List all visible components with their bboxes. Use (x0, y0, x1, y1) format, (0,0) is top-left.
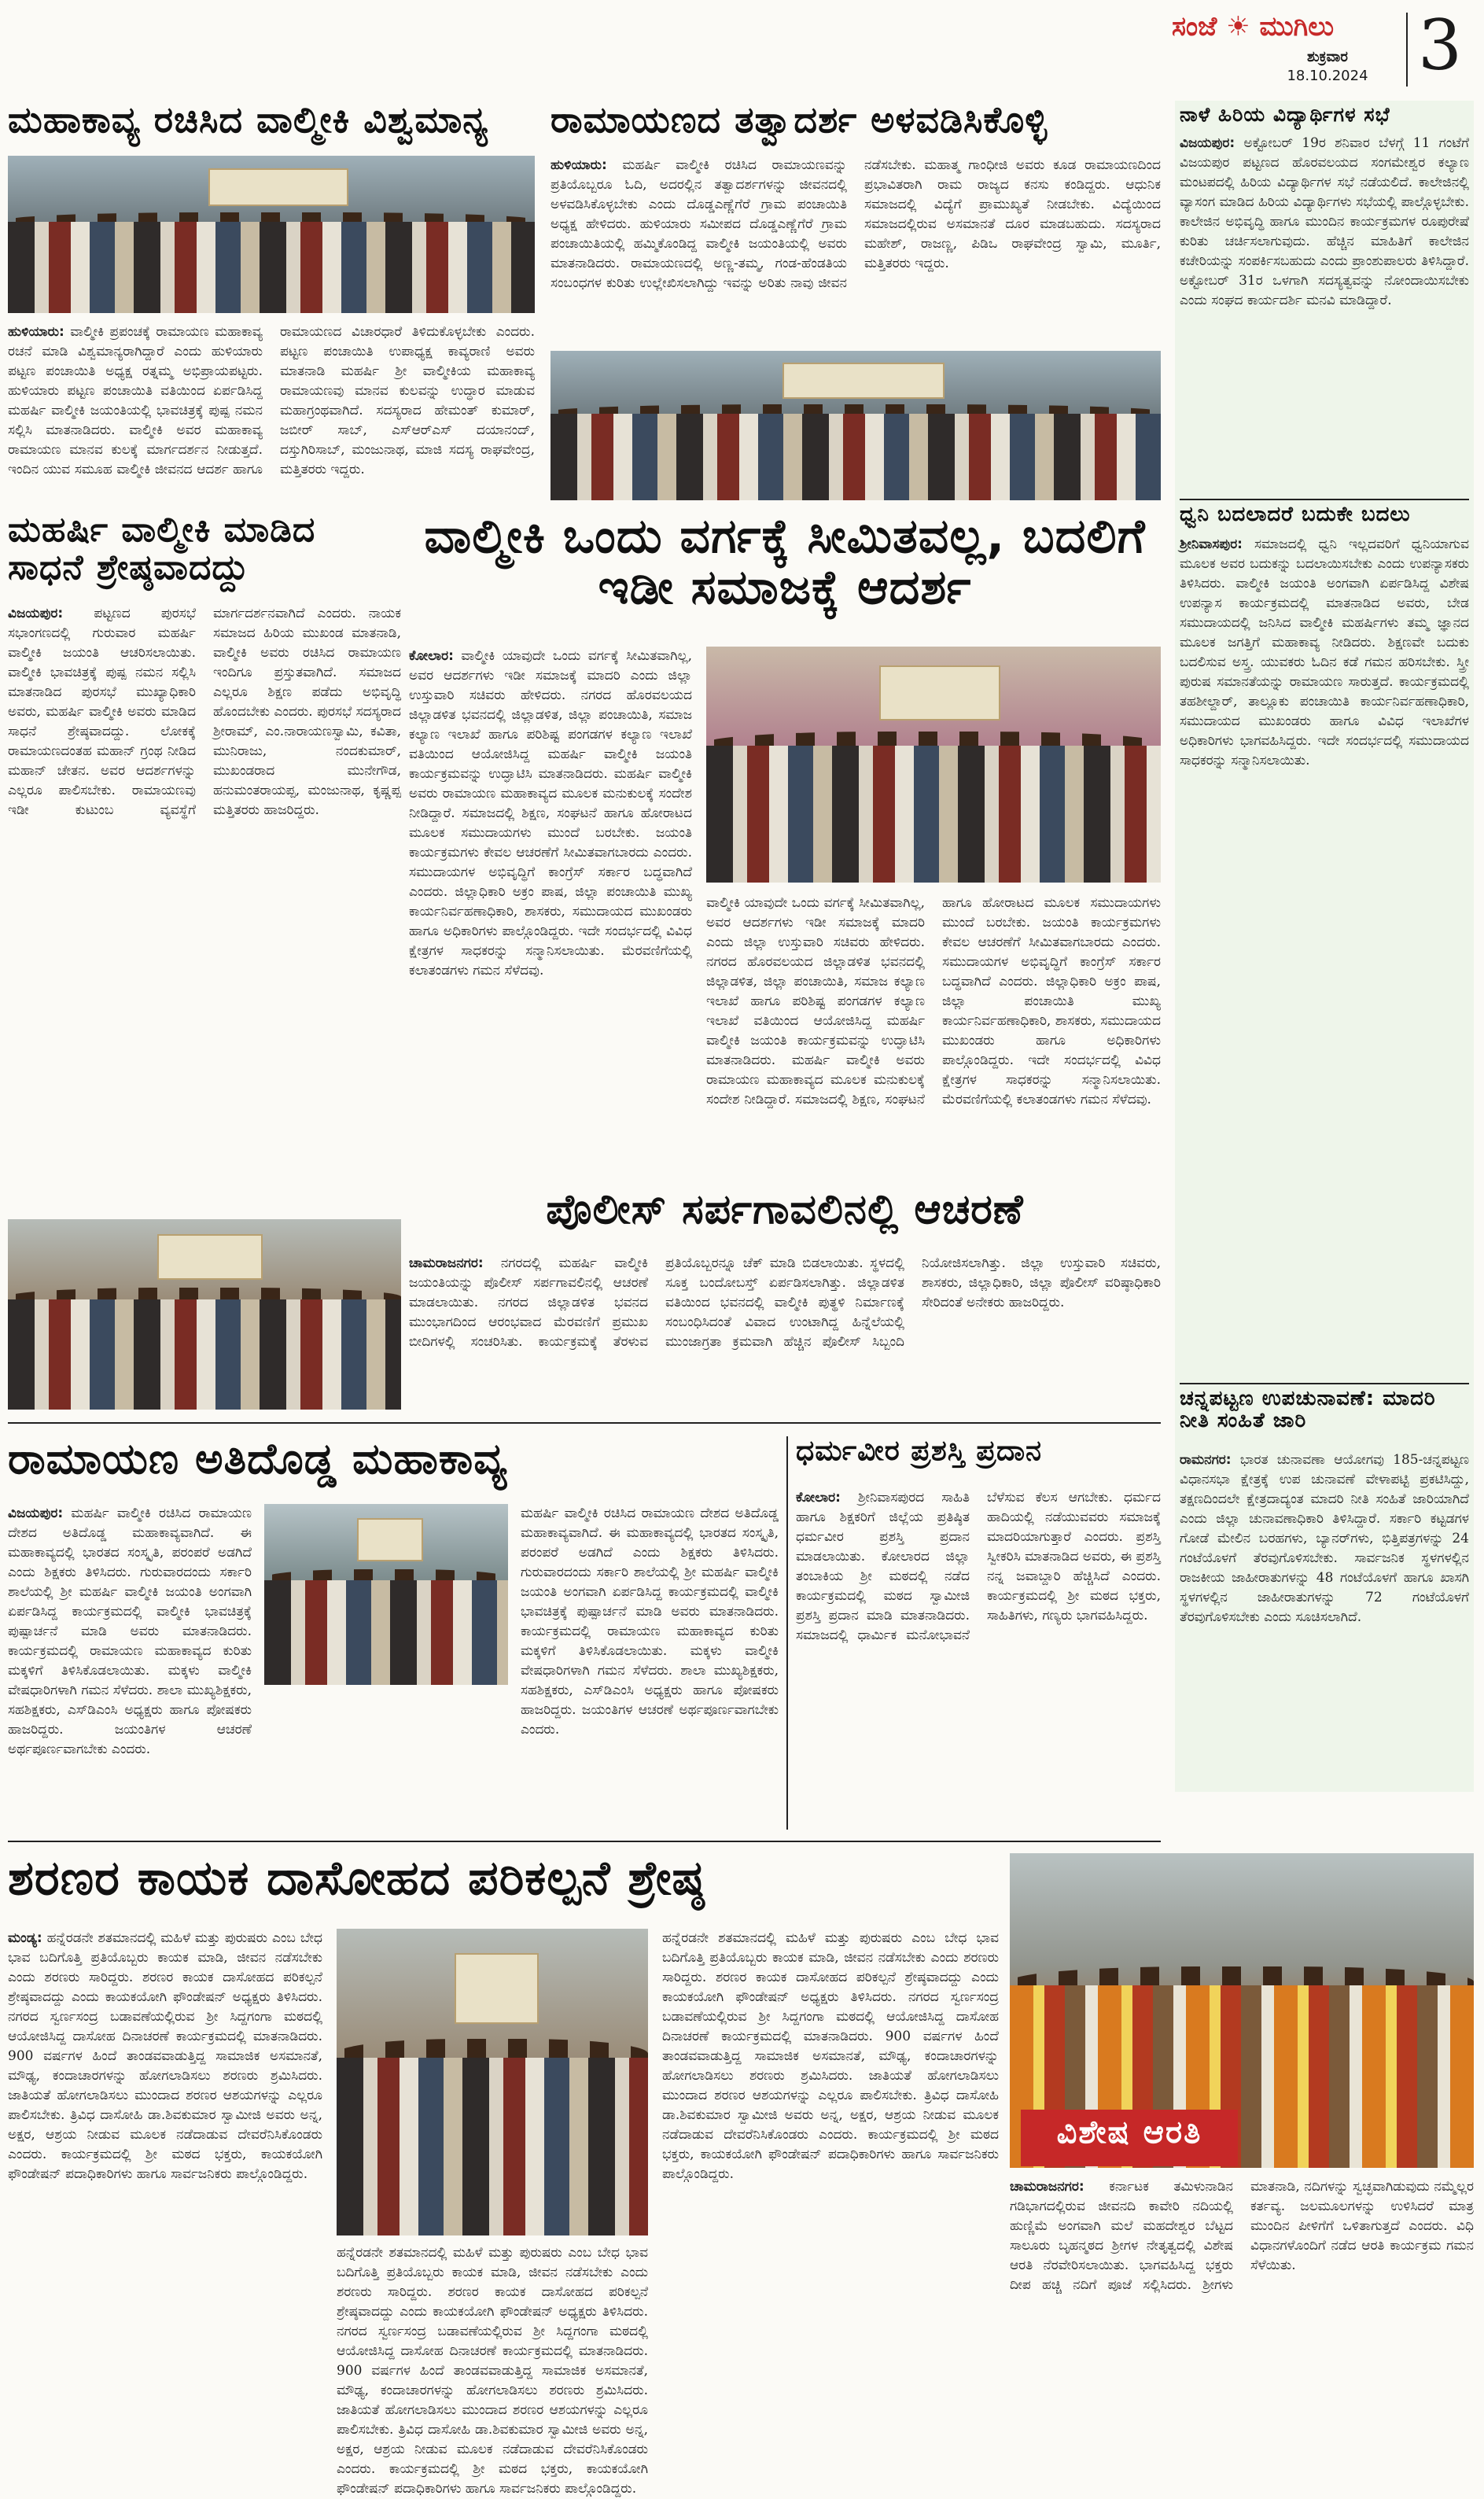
logo-part-2: ಮುಗಿಲು (1259, 11, 1335, 42)
article-photo (8, 1219, 401, 1410)
article-vishesha-arati (1010, 1853, 1474, 2333)
article-dateline: ಹುಳಿಯಾರು: (8, 324, 64, 340)
article-body (1010, 2177, 1474, 2333)
article-dateline: ಕೋಲಾರ: (796, 1490, 841, 1506)
article-dateline: ಹುಳಿಯಾರು: (551, 157, 607, 173)
article-body (796, 1488, 1161, 1830)
side-article-body (1180, 535, 1469, 1369)
article-dateline: ಚಾಮರಾಜನಗರ: (1010, 2179, 1084, 2195)
masthead-date: 18.10.2024 (1287, 68, 1368, 84)
article-dateline: ಚಾಮರಾಜನಗರ: (409, 1255, 484, 1271)
article-photo (337, 1929, 648, 2235)
article-text: ಪಟ್ಟಣದ ಪುರಸಭೆ ಸಭಾಂಗಣದಲ್ಲಿ ಗುರುವಾರ ಮಹರ್ಷಿ ವಾಲ್ಮೀಕಿ ಜಯಂತಿ ಆಚರಿಸಲಾಯಿತು. ವಾಲ್ಮೀಕಿ ಭಾವಚಿತ್ರಕ್ಕೆ ಪುಷ್ಪ ನಮನ ಸಲ್ಲಿಸಿ ಮಾತನಾಡಿದ ಪುರಸಭೆ ಮುಖ್ಯಾಧಿಕಾರಿ ಅವರು, ಮಹರ್ಷಿ ವಾಲ್ಮೀಕಿ ಅವರು ಮಾಡಿದ ಸಾಧನೆ ಶ್ರೇಷ್ಠವಾದದ್ದು. ಲೋಕಕ್ಕೆ ರಾಮಾಯಣದಂತಹ ಮಹಾನ್ ಗ್ರಂಥ ನೀಡಿದ ಮಹಾನ್ ಚೇತನ. ಅವರ ಆದರ್ಶಗಳನ್ನು ಎಲ್ಲರೂ ಪಾಲಿಸಬೇಕು. ರಾಮಾಯಣವು ಇಡೀ ಕುಟುಂಬ ವ್ಯವಸ್ಥೆಗೆ ಮಾರ್ಗದರ್ಶನವಾಗಿದೆ ಎಂದರು. ನಾಯಕ ಸಮಾಜದ ಹಿರಿಯ ಮುಖಂಡ ಮಾತನಾಡಿ, ವಾಲ್ಮೀಕಿ ಅವರು ರಚಿಸಿದ ರಾಮಾಯಣ ಇಂದಿಗೂ ಪ್ರಸ್ತುತವಾಗಿದೆ. ಸಮಾಜದ ಎಲ್ಲರೂ ಶಿಕ್ಷಣ ಪಡೆದು ಅಭಿವೃದ್ಧಿ ಹೊಂದಬೇಕು ಎಂದರು. ಪುರಸಭೆ ಸದಸ್ಯರಾದ ಶ್ರೀರಾಮ್, ಎಂ.ನಾರಾಯಣಸ್ವಾಮಿ, ಕವಿತಾ, ಮುನಿರಾಜು, ನಂದಕುಮಾರ್, ಮುಖಂಡರಾದ ಮುನೇಗೌಡ, ಹನುಮಂತರಾಯಪ್ಪ, ಮಂಜುನಾಥ, ಕೃಷ್ಣಪ್ಪ ಮತ್ತಿತರರು ಹಾಜರಿದ್ದರು. (8, 606, 402, 818)
article-text: ಭಾರತ ಚುನಾವಣಾ ಆಯೋಗವು 185-ಚನ್ನಪಟ್ಟಣ ವಿಧಾನಸಭಾ ಕ್ಷೇತ್ರಕ್ಕೆ ಉಪ ಚುನಾವಣೆ ವೇಳಾಪಟ್ಟಿ ಪ್ರಕಟಿಸಿದ್ದು, ತಕ್ಷಣದಿಂದಲೇ ಕ್ಷೇತ್ರದಾದ್ಯಂತ ಮಾದರಿ ನೀತಿ ಸಂಹಿತೆ ಜಾರಿಯಾಗಿದೆ ಎಂದು ಜಿಲ್ಲಾ ಚುನಾವಣಾಧಿಕಾರಿ ತಿಳಿಸಿದ್ದಾರೆ. ಸರ್ಕಾರಿ ಕಟ್ಟಡಗಳ ಗೋಡೆ ಮೇಲಿನ ಬರಹಗಳು, ಬ್ಯಾನರ್‌ಗಳು, ಭಿತ್ತಿಪತ್ರಗಳನ್ನು 24 ಗಂಟೆಯೊಳಗೆ ತೆರವುಗೊಳಿಸಬೇಕು. ಸಾರ್ವಜನಿಕ ಸ್ಥಳಗಳಲ್ಲಿನ ರಾಜಕೀಯ ಜಾಹೀರಾತುಗಳನ್ನು 48 ಗಂಟೆಯೊಳಗೆ ಹಾಗೂ ಖಾಸಗಿ ಸ್ಥಳಗಳಲ್ಲಿನ ಜಾಹೀರಾತುಗಳನ್ನು 72 ಗಂಟೆಯೊಳಗೆ ತೆರವುಗೊಳಿಸಬೇಕು ಎಂದು ಸೂಚಿಸಲಾಗಿದೆ. (1180, 1452, 1470, 1625)
logo-part-1: ಸಂಜೆ (1172, 11, 1217, 42)
article-photo (1010, 1853, 1474, 2168)
article-sharanara-kayaka (8, 1851, 999, 2497)
article-text: ವಾಲ್ಮೀಕಿ ಯಾವುದೇ ಒಂದು ವರ್ಗಕ್ಕೆ ಸೀಮಿತವಾಗಿಲ್ಲ, ಅವರ ಆದರ್ಶಗಳು ಇಡೀ ಸಮಾಜಕ್ಕೆ ಮಾದರಿ ಎಂದು ಜಿಲ್ಲಾ ಉಸ್ತುವಾರಿ ಸಚಿವರು ಹೇಳಿದರು. ನಗರದ ಹೊರವಲಯದ ಜಿಲ್ಲಾಡಳಿತ ಭವನದಲ್ಲಿ ಜಿಲ್ಲಾಡಳಿತ, ಜಿಲ್ಲಾ ಪಂಚಾಯಿತಿ, ಸಮಾಜ ಕಲ್ಯಾಣ ಇಲಾಖೆ ಹಾಗೂ ಪರಿಶಿಷ್ಟ ಪಂಗಡಗಳ ಕಲ್ಯಾಣ ಇಲಾಖೆ ವತಿಯಿಂದ ಆಯೋಜಿಸಿದ್ದ ಮಹರ್ಷಿ ವಾಲ್ಮೀಕಿ ಜಯಂತಿ ಕಾರ್ಯಕ್ರಮವನ್ನು ಉದ್ಘಾಟಿಸಿ ಮಾತನಾಡಿದರು. ಮಹರ್ಷಿ ವಾಲ್ಮೀಕಿ ಅವರು ರಾಮಾಯಣ ಮಹಾಕಾವ್ಯದ ಮೂಲಕ ಮನುಕುಲಕ್ಕೆ ಸಂದೇಶ ನೀಡಿದ್ದಾರೆ. ಸಮಾಜದಲ್ಲಿ ಶಿಕ್ಷಣ, ಸಂಘಟನೆ ಹಾಗೂ ಹೋರಾಟದ ಮೂಲಕ ಸಮುದಾಯಗಳು ಮುಂದೆ ಬರಬೇಕು. ಜಯಂತಿ ಕಾರ್ಯಕ್ರಮಗಳು ಕೇವಲ ಆಚರಣೆಗೆ ಸೀಮಿತವಾಗಬಾರದು ಎಂದರು. ಸಮುದಾಯಗಳ ಅಭಿವೃದ್ಧಿಗೆ ಕಾಂಗ್ರೆಸ್ ಸರ್ಕಾರ ಬದ್ಧವಾಗಿದೆ ಎಂದರು. ಜಿಲ್ಲಾಧಿಕಾರಿ ಅಕ್ರಂ ಪಾಷ, ಜಿಲ್ಲಾ ಪಂಚಾಯಿತಿ ಮುಖ್ಯ ಕಾರ್ಯನಿರ್ವಹಣಾಧಿಕಾರಿ, ಶಾಸಕರು, ಸಮುದಾಯದ ಮುಖಂಡರು ಹಾಗೂ ಅಧಿಕಾರಿಗಳು ಪಾಲ್ಗೊಂಡಿದ್ದರು. ಇದೇ ಸಂದರ್ಭದಲ್ಲಿ ವಿವಿಧ ಕ್ಷೇತ್ರಗಳ ಸಾಧಕರನ್ನು ಸನ್ಮಾನಿಸಲಾಯಿತು. ಮೆರವಣಿಗೆಯಲ್ಲಿ ಕಲಾತಂಡಗಳು ಗಮನ ಸೆಳೆದವು. (706, 895, 1161, 1108)
article-text: ಮಹರ್ಷಿ ವಾಲ್ಮೀಕಿ ರಚಿಸಿದ ರಾಮಾಯಣ ದೇಶದ ಅತಿದೊಡ್ಡ ಮಹಾಕಾವ್ಯವಾಗಿದೆ. ಈ ಮಹಾಕಾವ್ಯದಲ್ಲಿ ಭಾರತದ ಸಂಸ್ಕೃತಿ, ಪರಂಪರೆ ಅಡಗಿದೆ ಎಂದು ಶಿಕ್ಷಕರು ತಿಳಿಸಿದರು. ಗುರುವಾರದಂದು ಸರ್ಕಾರಿ ಶಾಲೆಯಲ್ಲಿ ಶ್ರೀ ಮಹರ್ಷಿ ವಾಲ್ಮೀಕಿ ಜಯಂತಿ ಅಂಗವಾಗಿ ಏರ್ಪಡಿಸಿದ್ದ ಕಾರ್ಯಕ್ರಮದಲ್ಲಿ ವಾಲ್ಮೀಕಿ ಭಾವಚಿತ್ರಕ್ಕೆ ಪುಷ್ಪಾರ್ಚನೆ ಮಾಡಿ ಅವರು ಮಾತನಾಡಿದರು. ಕಾರ್ಯಕ್ರಮದಲ್ಲಿ ರಾಮಾಯಣ ಮಹಾಕಾವ್ಯದ ಕುರಿತು ಮಕ್ಕಳಿಗೆ ತಿಳಿಸಿಕೊಡಲಾಯಿತು. ಮಕ್ಕಳು ವಾಲ್ಮೀಕಿ ವೇಷಧಾರಿಗಳಾಗಿ ಗಮನ ಸೆಳೆದರು. ಶಾಲಾ ಮುಖ್ಯಶಿಕ್ಷಕರು, ಸಹಶಿಕ್ಷಕರು, ಎಸ್‌ಡಿಎಂಸಿ ಅಧ್ಯಕ್ಷರು ಹಾಗೂ ಪೋಷಕರು ಹಾಜರಿದ್ದರು. ಜಯಂತಿಗಳ ಆಚರಣೆ ಅರ್ಥಪೂರ್ಣವಾಗಬೇಕು ಎಂದರು. (8, 1506, 252, 1757)
article-text: ವಾಲ್ಮೀಕಿ ಯಾವುದೇ ಒಂದು ವರ್ಗಕ್ಕೆ ಸೀಮಿತವಾಗಿಲ್ಲ, ಅವರ ಆದರ್ಶಗಳು ಇಡೀ ಸಮಾಜಕ್ಕೆ ಮಾದರಿ ಎಂದು ಜಿಲ್ಲಾ ಉಸ್ತುವಾರಿ ಸಚಿವರು ಹೇಳಿದರು. ನಗರದ ಹೊರವಲಯದ ಜಿಲ್ಲಾಡಳಿತ ಭವನದಲ್ಲಿ ಜಿಲ್ಲಾಡಳಿತ, ಜಿಲ್ಲಾ ಪಂಚಾಯಿತಿ, ಸಮಾಜ ಕಲ್ಯಾಣ ಇಲಾಖೆ ಹಾಗೂ ಪರಿಶಿಷ್ಟ ಪಂಗಡಗಳ ಕಲ್ಯಾಣ ಇಲಾಖೆ ವತಿಯಿಂದ ಆಯೋಜಿಸಿದ್ದ ಮಹರ್ಷಿ ವಾಲ್ಮೀಕಿ ಜಯಂತಿ ಕಾರ್ಯಕ್ರಮವನ್ನು ಉದ್ಘಾಟಿಸಿ ಮಾತನಾಡಿದರು. ಮಹರ್ಷಿ ವಾಲ್ಮೀಕಿ ಅವರು ರಾಮಾಯಣ ಮಹಾಕಾವ್ಯದ ಮೂಲಕ ಮನುಕುಲಕ್ಕೆ ಸಂದೇಶ ನೀಡಿದ್ದಾರೆ. ಸಮಾಜದಲ್ಲಿ ಶಿಕ್ಷಣ, ಸಂಘಟನೆ ಹಾಗೂ ಹೋರಾಟದ ಮೂಲಕ ಸಮುದಾಯಗಳು ಮುಂದೆ ಬರಬೇಕು. ಜಯಂತಿ ಕಾರ್ಯಕ್ರಮಗಳು ಕೇವಲ ಆಚರಣೆಗೆ ಸೀಮಿತವಾಗಬಾರದು ಎಂದರು. ಸಮುದಾಯಗಳ ಅಭಿವೃದ್ಧಿಗೆ ಕಾಂಗ್ರೆಸ್ ಸರ್ಕಾರ ಬದ್ಧವಾಗಿದೆ ಎಂದರು. ಜಿಲ್ಲಾಧಿಕಾರಿ ಅಕ್ರಂ ಪಾಷ, ಜಿಲ್ಲಾ ಪಂಚಾಯಿತಿ ಮುಖ್ಯ ಕಾರ್ಯನಿರ್ವಹಣಾಧಿಕಾರಿ, ಶಾಸಕರು, ಸಮುದಾಯದ ಮುಖಂಡರು ಹಾಗೂ ಅಧಿಕಾರಿಗಳು ಪಾಲ್ಗೊಂಡಿದ್ದರು. ಇದೇ ಸಂದರ್ಭದಲ್ಲಿ ವಿವಿಧ ಕ್ಷೇತ್ರಗಳ ಸಾಧಕರನ್ನು ಸನ್ಮಾನಿಸಲಾಯಿತು. ಮೆರವಣಿಗೆಯಲ್ಲಿ ಕಲಾತಂಡಗಳು ಗಮನ ಸೆಳೆದವು. (409, 648, 692, 979)
article-headline: ಪೊಲೀಸ್ ಸರ್ಪಗಾವಲಿನಲ್ಲಿ ಆಚರಣೆ (546, 1186, 1024, 1233)
article-dateline: ಕೋಲಾರ: (409, 648, 454, 664)
article-valmiki-sadhane (8, 511, 401, 1410)
article-photo (8, 156, 535, 313)
article-headline: ರಾಮಾಯಣ ಅತಿದೊಡ್ಡ ಮಹಾಕಾವ್ಯ (8, 1434, 508, 1484)
article-headline: ರಾಮಾಯಣದ ತತ್ವಾದರ್ಶ ಅಳವಡಿಸಿಕೊಳ್ಳಿ (551, 98, 1048, 141)
masthead (1172, 5, 1471, 93)
page-number: 3 (1418, 5, 1462, 86)
article-text: ಹನ್ನೆರಡನೇ ಶತಮಾನದಲ್ಲಿ ಮಹಿಳೆ ಮತ್ತು ಪುರುಷರು ಎಂಬ ಬೇಧ ಭಾವ ಬದಿಗೊತ್ತಿ ಪ್ರತಿಯೊಬ್ಬರು ಕಾಯಕ ಮಾಡಿ, ಜೀವನ ನಡೆಸಬೇಕು ಎಂದು ಶರಣರು ಸಾರಿದ್ದರು. ಶರಣರ ಕಾಯಕ ದಾಸೋಹದ ಪರಿಕಲ್ಪನೆ ಶ್ರೇಷ್ಠವಾದದ್ದು ಎಂದು ಕಾಯಕಯೋಗಿ ಫೌಂಡೇಷನ್ ಅಧ್ಯಕ್ಷರು ತಿಳಿಸಿದರು. ನಗರದ ಸ್ವರ್ಣಸಂದ್ರ ಬಡಾವಣೆಯಲ್ಲಿರುವ ಶ್ರೀ ಸಿದ್ದಗಂಗಾ ಮಠದಲ್ಲಿ ಆಯೋಜಿಸಿದ್ದ ದಾಸೋಹ ದಿನಾಚರಣೆ ಕಾರ್ಯಕ್ರಮದಲ್ಲಿ ಮಾತನಾಡಿದರು. 900 ವರ್ಷಗಳ ಹಿಂದೆ ತಾಂಡವವಾಡುತ್ತಿದ್ದ ಸಾಮಾಜಿಕ ಅಸಮಾನತೆ, ಮೌಢ್ಯ, ಕಂದಾಚಾರಗಳನ್ನು ಹೋಗಲಾಡಿಸಲು ಶರಣರು ಶ್ರಮಿಸಿದರು. ಜಾತಿಯತೆ ಹೋಗಲಾಡಿಸಲು ಮುಂದಾದ ಶರಣರ ಆಶಯಗಳನ್ನು ಎಲ್ಲರೂ ಪಾಲಿಸಬೇಕು. ತ್ರಿವಿಧ ದಾಸೋಹಿ ಡಾ.ಶಿವಕುಮಾರ ಸ್ವಾಮೀಜಿ ಅವರು ಅನ್ನ, ಅಕ್ಷರ, ಆಶ್ರಯ ನೀಡುವ ಮೂಲಕ ನಡೆದಾಡುವ ದೇವರೆನಿಸಿಕೊಂಡರು ಎಂದರು. ಕಾರ್ಯಕ್ರಮದಲ್ಲಿ ಶ್ರೀ ಮಠದ ಭಕ್ತರು, ಕಾಯಕಯೋಗಿ ಫೌಂಡೇಷನ್ ಪದಾಧಿಕಾರಿಗಳು ಹಾಗೂ ಸಾರ್ವಜನಿಕರು ಪಾಲ್ಗೊಂಡಿದ್ದರು. (8, 1930, 322, 2182)
masthead-logo (1172, 11, 1408, 49)
article-dateline: ಶ್ರೀನಿವಾಸಪುರ: (1180, 536, 1243, 552)
article-body-right (521, 1504, 779, 1830)
article-text: ಸಮಾಜದಲ್ಲಿ ಧ್ವನಿ ಇಲ್ಲದವರಿಗೆ ಧ್ವನಿಯಾಗುವ ಮೂಲಕ ಅವರ ಬದುಕನ್ನು ಬದಲಾಯಿಸಬೇಕು ಎಂದು ಉಪನ್ಯಾಸಕರು ತಿಳಿಸಿದರು. ವಾಲ್ಮೀಕಿ ಜಯಂತಿ ಅಂಗವಾಗಿ ಏರ್ಪಡಿಸಿದ್ದ ವಿಶೇಷ ಉಪನ್ಯಾಸ ಕಾರ್ಯಕ್ರಮದಲ್ಲಿ ಮಾತನಾಡಿದ ಅವರು, ಬೇಡ ಸಮುದಾಯದಲ್ಲಿ ಜನಿಸಿದ ವಾಲ್ಮೀಕಿ ಮಹರ್ಷಿಗಳು ತಮ್ಮ ಜ್ಞಾನದ ಮೂಲಕ ಜಗತ್ತಿಗೆ ಮಹಾಕಾವ್ಯ ನೀಡಿದರು. ಶಿಕ್ಷಣವೇ ಬದುಕು ಬದಲಿಸುವ ಅಸ್ತ್ರ. ಯುವಕರು ಓದಿನ ಕಡೆ ಗಮನ ಹರಿಸಬೇಕು. ಸ್ತ್ರೀ ಪುರುಷ ಸಮಾನತೆಯನ್ನು ರಾಮಾಯಣ ಸಾರುತ್ತದೆ. ಕಾರ್ಯಕ್ರಮದಲ್ಲಿ ತಹಶೀಲ್ದಾರ್, ತಾಲ್ಲೂಕು ಪಂಚಾಯಿತಿ ಕಾರ್ಯನಿರ್ವಹಣಾಧಿಕಾರಿ, ಸಮುದಾಯದ ಮುಖಂಡರು ಹಾಗೂ ವಿವಿಧ ಇಲಾಖೆಗಳ ಅಧಿಕಾರಿಗಳು ಭಾಗವಹಿಸಿದ್ದರು. ಇದೇ ಸಂದರ್ಭದಲ್ಲಿ ಸಮುದಾಯದ ಸಾಧಕರನ್ನು ಸನ್ಮಾನಿಸಲಾಯಿತು. (1180, 536, 1469, 768)
article-dateline: ವಿಜಯಪುರ: (8, 1506, 64, 1521)
article-police-sarpagaval (409, 1188, 1161, 1410)
article-photo (551, 351, 1161, 500)
article-body-left (409, 647, 692, 1172)
article-body (8, 323, 535, 494)
article-body (409, 1254, 1161, 1410)
article-headline: ಶರಣರ ಕಾಯಕ ದಾಸೋಹದ ಪರಿಕಲ್ಪನೆ ಶ್ರೇಷ್ಠ (8, 1851, 705, 1906)
article-headline: ಮಹರ್ಷಿ ವಾಲ್ಮೀಕಿ ಮಾಡಿದ ಸಾಧನೆ ಶ್ರೇಷ್ಠವಾದದ್ದು (8, 510, 316, 588)
article-body (551, 156, 1161, 345)
article-body-left (8, 1504, 252, 1830)
article-body-left (8, 1929, 322, 2333)
article-valmiki-vishwamanya (8, 98, 535, 494)
article-dharmaveera (796, 1436, 1161, 1830)
side-divider (1180, 499, 1469, 500)
side-article-headline: ಧ್ವನಿ ಬದಲಾದರೆ ಬದುಕೇ ಬದಲು (1180, 503, 1411, 526)
section-divider (8, 1422, 1161, 1424)
article-valmiki-seemitavalla (409, 511, 1161, 1180)
article-dateline: ವಿಜಯಪುರ: (1180, 135, 1235, 151)
article-headline: ವಾಲ್ಮೀಕಿ ಒಂದು ವರ್ಗಕ್ಕೆ ಸೀಮಿತವಲ್ಲ, ಬದಲಿಗೆ ಇಡೀ ಸಮಾಜಕ್ಕೆ ಆದರ್ಶ (424, 509, 1146, 615)
photo-caption: ವಿಶೇಷ ಆರತಿ (1021, 2110, 1238, 2166)
section-divider (8, 1841, 1161, 1842)
side-article-headline: ಚನ್ನಪಟ್ಟಣ ಉಪಚುನಾವಣೆ: ಮಾದರಿ ನೀತಿ ಸಂಹಿತೆ ಜಾರಿ (1180, 1387, 1436, 1433)
article-text: ಮಹರ್ಷಿ ವಾಲ್ಮೀಕಿ ರಚಿಸಿದ ರಾಮಾಯಣವನ್ನು ಪ್ರತಿಯೊಬ್ಬರೂ ಓದಿ, ಅದರಲ್ಲಿನ ತತ್ವಾದರ್ಶಗಳನ್ನು ಜೀವನದಲ್ಲಿ ಅಳವಡಿಸಿಕೊಳ್ಳಬೇಕು ಎಂದು ದೊಡ್ಡಎಣ್ಣೆಗೆರೆ ಗ್ರಾಮ ಪಂಚಾಯಿತಿ ಅಧ್ಯಕ್ಷ ಹೇಳಿದರು. ಹುಳಿಯಾರು ಸಮೀಪದ ದೊಡ್ಡಎಣ್ಣೆಗೆರೆ ಗ್ರಾಮ ಪಂಚಾಯಿತಿಯಲ್ಲಿ ಹಮ್ಮಿಕೊಂಡಿದ್ದ ವಾಲ್ಮೀಕಿ ಜಯಂತಿಯಲ್ಲಿ ಅವರು ಮಾತನಾಡಿದರು. ರಾಮಾಯಣದಲ್ಲಿ ಅಣ್ಣ-ತಮ್ಮ, ಗಂಡ-ಹೆಂಡತಿಯ ಸಂಬಂಧಗಳ ಕುರಿತು ಉಲ್ಲೇಖಿಸಲಾಗಿದ್ದು ಇವನ್ನು ಅರಿತು ನಾವು ಜೀವನ ನಡೆಸಬೇಕು. ಮಹಾತ್ಮ ಗಾಂಧೀಜಿ ಅವರು ಕೂಡ ರಾಮಾಯಣದಿಂದ ಪ್ರಭಾವಿತರಾಗಿ ರಾಮ ರಾಜ್ಯದ ಕನಸು ಕಂಡಿದ್ದರು. ಆಧುನಿಕ ಸಮಾಜದಲ್ಲಿ ವಿದ್ಯೆಗೆ ಪ್ರಾಮುಖ್ಯತೆ ನೀಡಬೇಕು. ವಿದ್ಯೆಯಿಂದ ಸಮಾಜದಲ್ಲಿರುವ ಅಸಮಾನತೆ ದೂರ ಮಾಡಬಹುದು. ಸದಸ್ಯರಾದ ಮಹೇಶ್, ರಾಜಣ್ಣ, ಪಿಡಿಒ ರಾಘವೇಂದ್ರ ಸ್ವಾಮಿ, ಮೂರ್ತಿ, ಮತ್ತಿತರರು ಇದ್ದರು. (551, 157, 1161, 291)
sun-coconut-icon: ☀ (1217, 11, 1260, 42)
article-text: ಮಹರ್ಷಿ ವಾಲ್ಮೀಕಿ ರಚಿಸಿದ ರಾಮಾಯಣ ದೇಶದ ಅತಿದೊಡ್ಡ ಮಹಾಕಾವ್ಯವಾಗಿದೆ. ಈ ಮಹಾಕಾವ್ಯದಲ್ಲಿ ಭಾರತದ ಸಂಸ್ಕೃತಿ, ಪರಂಪರೆ ಅಡಗಿದೆ ಎಂದು ಶಿಕ್ಷಕರು ತಿಳಿಸಿದರು. ಗುರುವಾರದಂದು ಸರ್ಕಾರಿ ಶಾಲೆಯಲ್ಲಿ ಶ್ರೀ ಮಹರ್ಷಿ ವಾಲ್ಮೀಕಿ ಜಯಂತಿ ಅಂಗವಾಗಿ ಏರ್ಪಡಿಸಿದ್ದ ಕಾರ್ಯಕ್ರಮದಲ್ಲಿ ವಾಲ್ಮೀಕಿ ಭಾವಚಿತ್ರಕ್ಕೆ ಪುಷ್ಪಾರ್ಚನೆ ಮಾಡಿ ಅವರು ಮಾತನಾಡಿದರು. ಕಾರ್ಯಕ್ರಮದಲ್ಲಿ ರಾಮಾಯಣ ಮಹಾಕಾವ್ಯದ ಕುರಿತು ಮಕ್ಕಳಿಗೆ ತಿಳಿಸಿಕೊಡಲಾಯಿತು. ಮಕ್ಕಳು ವಾಲ್ಮೀಕಿ ವೇಷಧಾರಿಗಳಾಗಿ ಗಮನ ಸೆಳೆದರು. ಶಾಲಾ ಮುಖ್ಯಶಿಕ್ಷಕರು, ಸಹಶಿಕ್ಷಕರು, ಎಸ್‌ಡಿಎಂಸಿ ಅಧ್ಯಕ್ಷರು ಹಾಗೂ ಪೋಷಕರು ಹಾಜರಿದ್ದರು. ಜಯಂತಿಗಳ ಆಚರಣೆ ಅರ್ಥಪೂರ್ಣವಾಗಬೇಕು ಎಂದರು. (521, 1506, 779, 1738)
article-dateline: ರಾಮನಗರ: (1180, 1452, 1232, 1468)
article-text: ನಗರದಲ್ಲಿ ಮಹರ್ಷಿ ವಾಲ್ಮೀಕಿ ಜಯಂತಿಯನ್ನು ಪೊಲೀಸ್ ಸರ್ಪಗಾವಲಿನಲ್ಲಿ ಆಚರಣೆ ಮಾಡಲಾಯಿತು. ನಗರದ ಜಿಲ್ಲಾಡಳಿತ ಭವನದ ಮುಂಭಾಗದಿಂದ ಆರಂಭವಾದ ಮೆರವಣಿಗೆ ಪ್ರಮುಖ ಬೀದಿಗಳಲ್ಲಿ ಸಂಚರಿಸಿತು. ಕಾರ್ಯಕ್ರಮಕ್ಕೆ ತೆರಳುವ ಪ್ರತಿಯೊಬ್ಬರನ್ನೂ ಚೆಕ್ ಮಾಡಿ ಬಿಡಲಾಯಿತು. ಸ್ಥಳದಲ್ಲಿ ಸೂಕ್ತ ಬಂದೋಬಸ್ತ್ ಏರ್ಪಡಿಸಲಾಗಿತ್ತು. ಜಿಲ್ಲಾಡಳಿತ ವತಿಯಿಂದ ಭವನದಲ್ಲಿ ವಾಲ್ಮೀಕಿ ಪುತ್ಥಳಿ ನಿರ್ಮಾಣಕ್ಕೆ ಸಂಬಂಧಿಸಿದಂತೆ ವಿವಾದ ಉಂಟಾಗಿದ್ದ ಹಿನ್ನೆಲೆಯಲ್ಲಿ ಮುಂಜಾಗ್ರತಾ ಕ್ರಮವಾಗಿ ಹೆಚ್ಚಿನ ಪೊಲೀಸ್ ಸಿಬ್ಬಂದಿ ನಿಯೋಜಿಸಲಾಗಿತ್ತು. ಜಿಲ್ಲಾ ಉಸ್ತುವಾರಿ ಸಚಿವರು, ಶಾಸಕರು, ಜಿಲ್ಲಾಧಿಕಾರಿ, ಜಿಲ್ಲಾ ಪೊಲೀಸ್ ವರಿಷ್ಠಾಧಿಕಾರಿ ಸೇರಿದಂತೆ ಅನೇಕರು ಹಾಜರಿದ್ದರು. (409, 1255, 1161, 1350)
article-headline: ಮಹಾಕಾವ್ಯ ರಚಿಸಿದ ವಾಲ್ಮೀಕಿ ವಿಶ್ವಮಾನ್ಯ (8, 98, 489, 141)
side-article-body (1180, 1450, 1469, 1789)
article-text: ಕರ್ನಾಟಕ ತಮಿಳುನಾಡಿನ ಗಡಿಭಾಗದಲ್ಲಿರುವ ಜೀವನದಿ ಕಾವೇರಿ ನದಿಯಲ್ಲಿ ಹುಣ್ಣಿಮೆ ಅಂಗವಾಗಿ ಮಲೆ ಮಹದೇಶ್ವರ ಬೆಟ್ಟದ ಸಾಲೂರು ಬೃಹನ್ಮಠದ ಶ್ರೀಗಳ ನೇತೃತ್ವದಲ್ಲಿ ವಿಶೇಷ ಆರತಿ ನೆರವೇರಿಸಲಾಯಿತು. ಭಾಗವಹಿಸಿದ್ದ ಭಕ್ತರು ದೀಪ ಹಚ್ಚಿ ನದಿಗೆ ಪೂಜೆ ಸಲ್ಲಿಸಿದರು. ಶ್ರೀಗಳು ಮಾತನಾಡಿ, ನದಿಗಳನ್ನು ಸ್ವಚ್ಛವಾಗಿಡುವುದು ನಮ್ಮೆಲ್ಲರ ಕರ್ತವ್ಯ. ಜಲಮೂಲಗಳನ್ನು ಉಳಿಸಿದರೆ ಮಾತ್ರ ಮುಂದಿನ ಪೀಳಿಗೆಗೆ ಒಳಿತಾಗುತ್ತದೆ ಎಂದರು. ವಿಧಿ ವಿಧಾನಗಳೊಂದಿಗೆ ನಡೆದ ಆರತಿ ಕಾರ್ಯಕ್ರಮ ಗಮನ ಸೆಳೆಯಿತು. (1010, 2179, 1474, 2293)
side-column (1175, 101, 1474, 1792)
side-divider (1180, 1383, 1469, 1384)
article-photo (264, 1504, 508, 1685)
side-article-body (1180, 134, 1469, 496)
article-text: ಹನ್ನೆರಡನೇ ಶತಮಾನದಲ್ಲಿ ಮಹಿಳೆ ಮತ್ತು ಪುರುಷರು ಎಂಬ ಬೇಧ ಭಾವ ಬದಿಗೊತ್ತಿ ಪ್ರತಿಯೊಬ್ಬರು ಕಾಯಕ ಮಾಡಿ, ಜೀವನ ನಡೆಸಬೇಕು ಎಂದು ಶರಣರು ಸಾರಿದ್ದರು. ಶರಣರ ಕಾಯಕ ದಾಸೋಹದ ಪರಿಕಲ್ಪನೆ ಶ್ರೇಷ್ಠವಾದದ್ದು ಎಂದು ಕಾಯಕಯೋಗಿ ಫೌಂಡೇಷನ್ ಅಧ್ಯಕ್ಷರು ತಿಳಿಸಿದರು. ನಗರದ ಸ್ವರ್ಣಸಂದ್ರ ಬಡಾವಣೆಯಲ್ಲಿರುವ ಶ್ರೀ ಸಿದ್ದಗಂಗಾ ಮಠದಲ್ಲಿ ಆಯೋಜಿಸಿದ್ದ ದಾಸೋಹ ದಿನಾಚರಣೆ ಕಾರ್ಯಕ್ರಮದಲ್ಲಿ ಮಾತನಾಡಿದರು. 900 ವರ್ಷಗಳ ಹಿಂದೆ ತಾಂಡವವಾಡುತ್ತಿದ್ದ ಸಾಮಾಜಿಕ ಅಸಮಾನತೆ, ಮೌಢ್ಯ, ಕಂದಾಚಾರಗಳನ್ನು ಹೋಗಲಾಡಿಸಲು ಶರಣರು ಶ್ರಮಿಸಿದರು. ಜಾತಿಯತೆ ಹೋಗಲಾಡಿಸಲು ಮುಂದಾದ ಶರಣರ ಆಶಯಗಳನ್ನು ಎಲ್ಲರೂ ಪಾಲಿಸಬೇಕು. ತ್ರಿವಿಧ ದಾಸೋಹಿ ಡಾ.ಶಿವಕುಮಾರ ಸ್ವಾಮೀಜಿ ಅವರು ಅನ್ನ, ಅಕ್ಷರ, ಆಶ್ರಯ ನೀಡುವ ಮೂಲಕ ನಡೆದಾಡುವ ದೇವರೆನಿಸಿಕೊಂಡರು ಎಂದರು. ಕಾರ್ಯಕ್ರಮದಲ್ಲಿ ಶ್ರೀ ಮಠದ ಭಕ್ತರು, ಕಾಯಕಯೋಗಿ ಫೌಂಡೇಷನ್ ಪದಾಧಿಕಾರಿಗಳು ಹಾಗೂ ಸಾರ್ವಜನಿಕರು ಪಾಲ್ಗೊಂಡಿದ್ದರು. (662, 1930, 999, 2182)
article-ramayana-atidodda (8, 1436, 779, 1830)
article-ramayana-tatva (551, 98, 1161, 500)
article-headline: ಧರ್ಮವೀರ ಪ್ರಶಸ್ತಿ ಪ್ರದಾನ (796, 1435, 1043, 1467)
article-dateline: ಮಂಡ್ಯ: (8, 1930, 42, 1946)
article-text: ಹನ್ನೆರಡನೇ ಶತಮಾನದಲ್ಲಿ ಮಹಿಳೆ ಮತ್ತು ಪುರುಷರು ಎಂಬ ಬೇಧ ಭಾವ ಬದಿಗೊತ್ತಿ ಪ್ರತಿಯೊಬ್ಬರು ಕಾಯಕ ಮಾಡಿ, ಜೀವನ ನಡೆಸಬೇಕು ಎಂದು ಶರಣರು ಸಾರಿದ್ದರು. ಶರಣರ ಕಾಯಕ ದಾಸೋಹದ ಪರಿಕಲ್ಪನೆ ಶ್ರೇಷ್ಠವಾದದ್ದು ಎಂದು ಕಾಯಕಯೋಗಿ ಫೌಂಡೇಷನ್ ಅಧ್ಯಕ್ಷರು ತಿಳಿಸಿದರು. ನಗರದ ಸ್ವರ್ಣಸಂದ್ರ ಬಡಾವಣೆಯಲ್ಲಿರುವ ಶ್ರೀ ಸಿದ್ದಗಂಗಾ ಮಠದಲ್ಲಿ ಆಯೋಜಿಸಿದ್ದ ದಾಸೋಹ ದಿನಾಚರಣೆ ಕಾರ್ಯಕ್ರಮದಲ್ಲಿ ಮಾತನಾಡಿದರು. 900 ವರ್ಷಗಳ ಹಿಂದೆ ತಾಂಡವವಾಡುತ್ತಿದ್ದ ಸಾಮಾಜಿಕ ಅಸಮಾನತೆ, ಮೌಢ್ಯ, ಕಂದಾಚಾರಗಳನ್ನು ಹೋಗಲಾಡಿಸಲು ಶರಣರು ಶ್ರಮಿಸಿದರು. ಜಾತಿಯತೆ ಹೋಗಲಾಡಿಸಲು ಮುಂದಾದ ಶರಣರ ಆಶಯಗಳನ್ನು ಎಲ್ಲರೂ ಪಾಲಿಸಬೇಕು. ತ್ರಿವಿಧ ದಾಸೋಹಿ ಡಾ.ಶಿವಕುಮಾರ ಸ್ವಾಮೀಜಿ ಅವರು ಅನ್ನ, ಅಕ್ಷರ, ಆಶ್ರಯ ನೀಡುವ ಮೂಲಕ ನಡೆದಾಡುವ ದೇವರೆನಿಸಿಕೊಂಡರು ಎಂದರು. ಕಾರ್ಯಕ್ರಮದಲ್ಲಿ ಶ್ರೀ ಮಠದ ಭಕ್ತರು, ಕಾಯಕಯೋಗಿ ಫೌಂಡೇಷನ್ ಪದಾಧಿಕಾರಿಗಳು ಹಾಗೂ ಸಾರ್ವಜನಿಕರು ಪಾಲ್ಗೊಂಡಿದ್ದರು. (337, 2245, 648, 2497)
article-text: ಅಕ್ಟೋಬರ್ 19ರ ಶನಿವಾರ ಬೆಳಗ್ಗೆ 11 ಗಂಟೆಗೆ ವಿಜಯಪುರ ಪಟ್ಟಣದ ಹೊರವಲಯದ ಸಂಗಮೇಶ್ವರ ಕಲ್ಯಾಣ ಮಂಟಪದಲ್ಲಿ ಹಿರಿಯ ವಿದ್ಯಾರ್ಥಿಗಳ ಸಭೆ ನಡೆಯಲಿದೆ. ಕಾಲೇಜಿನಲ್ಲಿ ವ್ಯಾಸಂಗ ಮಾಡಿದ ಹಿರಿಯ ವಿದ್ಯಾರ್ಥಿಗಳು ಸಭೆಯಲ್ಲಿ ಪಾಲ್ಗೊಳ್ಳಬೇಕು. ಕಾಲೇಜಿನ ಅಭಿವೃದ್ಧಿ ಹಾಗೂ ಮುಂದಿನ ಕಾರ್ಯಕ್ರಮಗಳ ರೂಪುರೇಷೆ ಕುರಿತು ಚರ್ಚಿಸಲಾಗುವುದು. ಹೆಚ್ಚಿನ ಮಾಹಿತಿಗೆ ಕಾಲೇಜಿನ ಕಚೇರಿಯನ್ನು ಸಂಪರ್ಕಿಸಬಹುದು ಎಂದು ಪ್ರಾಂಶುಪಾಲರು ತಿಳಿಸಿದ್ದಾರೆ. ಅಕ್ಟೋಬರ್ 31ರ ಒಳಗಾಗಿ ಸದಸ್ಯತ್ವವನ್ನು ನೋಂದಾಯಿಸಬೇಕು ಎಂದು ಸಂಘದ ಕಾರ್ಯದರ್ಶಿ ಮನವಿ ಮಾಡಿದ್ದಾರೆ. (1180, 135, 1470, 308)
article-text: ವಾಲ್ಮೀಕಿ ಪ್ರಪಂಚಕ್ಕೆ ರಾಮಾಯಣ ಮಹಾಕಾವ್ಯ ರಚನೆ ಮಾಡಿ ವಿಶ್ವಮಾನ್ಯರಾಗಿದ್ದಾರೆ ಎಂದು ಹುಳಿಯಾರು ಪಟ್ಟಣ ಪಂಚಾಯಿತಿ ಅಧ್ಯಕ್ಷ ರತ್ನಮ್ಮ ಅಭಿಪ್ರಾಯಪಟ್ಟರು. ಹುಳಿಯಾರು ಪಟ್ಟಣ ಪಂಚಾಯಿತಿ ವತಿಯಿಂದ ಏರ್ಪಡಿಸಿದ್ದ ಮಹರ್ಷಿ ವಾಲ್ಮೀಕಿ ಜಯಂತಿಯಲ್ಲಿ ಭಾವಚಿತ್ರಕ್ಕೆ ಪುಷ್ಪ ನಮನ ಸಲ್ಲಿಸಿ ಮಾತನಾಡಿದರು. ವಾಲ್ಮೀಕಿ ಅವರ ಮಹಾಕಾವ್ಯ ರಾಮಾಯಣ ಮಾನವ ಕುಲಕ್ಕೆ ಮಾರ್ಗದರ್ಶನ ನೀಡುತ್ತದೆ. ಇಂದಿನ ಯುವ ಸಮೂಹ ವಾಲ್ಮೀಕಿ ಜೀವನದ ಆದರ್ಶ ಹಾಗೂ ರಾಮಾಯಣದ ವಿಚಾರಧಾರೆ ತಿಳಿದುಕೊಳ್ಳಬೇಕು ಎಂದರು. ಪಟ್ಟಣ ಪಂಚಾಯಿತಿ ಉಪಾಧ್ಯಕ್ಷ ಕಾವ್ಯರಾಣಿ ಅವರು ಮಾತನಾಡಿ ಮಹರ್ಷಿ ಶ್ರೀ ವಾಲ್ಮೀಕಿಯ ಮಹಾಕಾವ್ಯ ರಾಮಾಯಣವು ಮಾನವ ಕುಲವನ್ನು ಉದ್ಧಾರ ಮಾಡುವ ಮಹಾಗ್ರಂಥವಾಗಿದೆ. ಸದಸ್ಯರಾದ ಹೇಮಂತ್ ಕುಮಾರ್, ಜಬೀರ್ ಸಾಬ್, ಎಸ್ಆರ್‌ಎಸ್ ದಯಾನಂದ್, ದಸ್ತುಗಿರಿಸಾಬ್, ಮಂಜುನಾಥ, ಮಾಜಿ ಸದಸ್ಯ ರಾಘವೇಂದ್ರ, ಮತ್ತಿತರರು ಇದ್ದರು. (8, 324, 535, 477)
column-divider (786, 1436, 788, 1830)
side-article-headline: ನಾಳೆ ಹಿರಿಯ ವಿದ್ಯಾರ್ಥಿಗಳ ಸಭೆ (1180, 103, 1390, 126)
article-body-right (662, 1929, 999, 2333)
article-photo (706, 647, 1161, 883)
article-body-mid (337, 2243, 648, 2497)
article-body-right (706, 894, 1161, 1172)
article-dateline: ವಿಜಯಪುರ: (8, 606, 64, 621)
masthead-divider (1406, 13, 1408, 87)
article-text: ಶ್ರೀನಿವಾಸಪುರದ ಸಾಹಿತಿ ಹಾಗೂ ಶಿಕ್ಷಕರಿಗೆ ಜಿಲ್ಲೆಯ ಪ್ರತಿಷ್ಠಿತ ಧರ್ಮವೀರ ಪ್ರಶಸ್ತಿ ಪ್ರದಾನ ಮಾಡಲಾಯಿತು. ಕೋಲಾರದ ಜಿಲ್ಲಾ ತಂಬಾಕಿಯ ಶ್ರೀ ಮಠದಲ್ಲಿ ನಡೆದ ಕಾರ್ಯಕ್ರಮದಲ್ಲಿ ಮಠದ ಸ್ವಾಮೀಜಿ ಪ್ರಶಸ್ತಿ ಪ್ರದಾನ ಮಾಡಿ ಮಾತನಾಡಿದರು. ಸಮಾಜದಲ್ಲಿ ಧಾರ್ಮಿಕ ಮನೋಭಾವನೆ ಬೆಳೆಸುವ ಕೆಲಸ ಆಗಬೇಕು. ಧರ್ಮದ ಹಾದಿಯಲ್ಲಿ ನಡೆಯುವವರು ಸಮಾಜಕ್ಕೆ ಮಾದರಿಯಾಗುತ್ತಾರೆ ಎಂದರು. ಪ್ರಶಸ್ತಿ ಸ್ವೀಕರಿಸಿ ಮಾತನಾಡಿದ ಅವರು, ಈ ಪ್ರಶಸ್ತಿ ನನ್ನ ಜವಾಬ್ದಾರಿ ಹೆಚ್ಚಿಸಿದೆ ಎಂದರು. ಕಾರ್ಯಕ್ರಮದಲ್ಲಿ ಶ್ರೀ ಮಠದ ಭಕ್ತರು, ಸಾಹಿತಿಗಳು, ಗಣ್ಯರು ಭಾಗವಹಿಸಿದ್ದರು. (796, 1490, 1161, 1643)
article-body (8, 604, 401, 1210)
masthead-weekday: ಶುಕ್ರವಾರ (1307, 49, 1348, 65)
